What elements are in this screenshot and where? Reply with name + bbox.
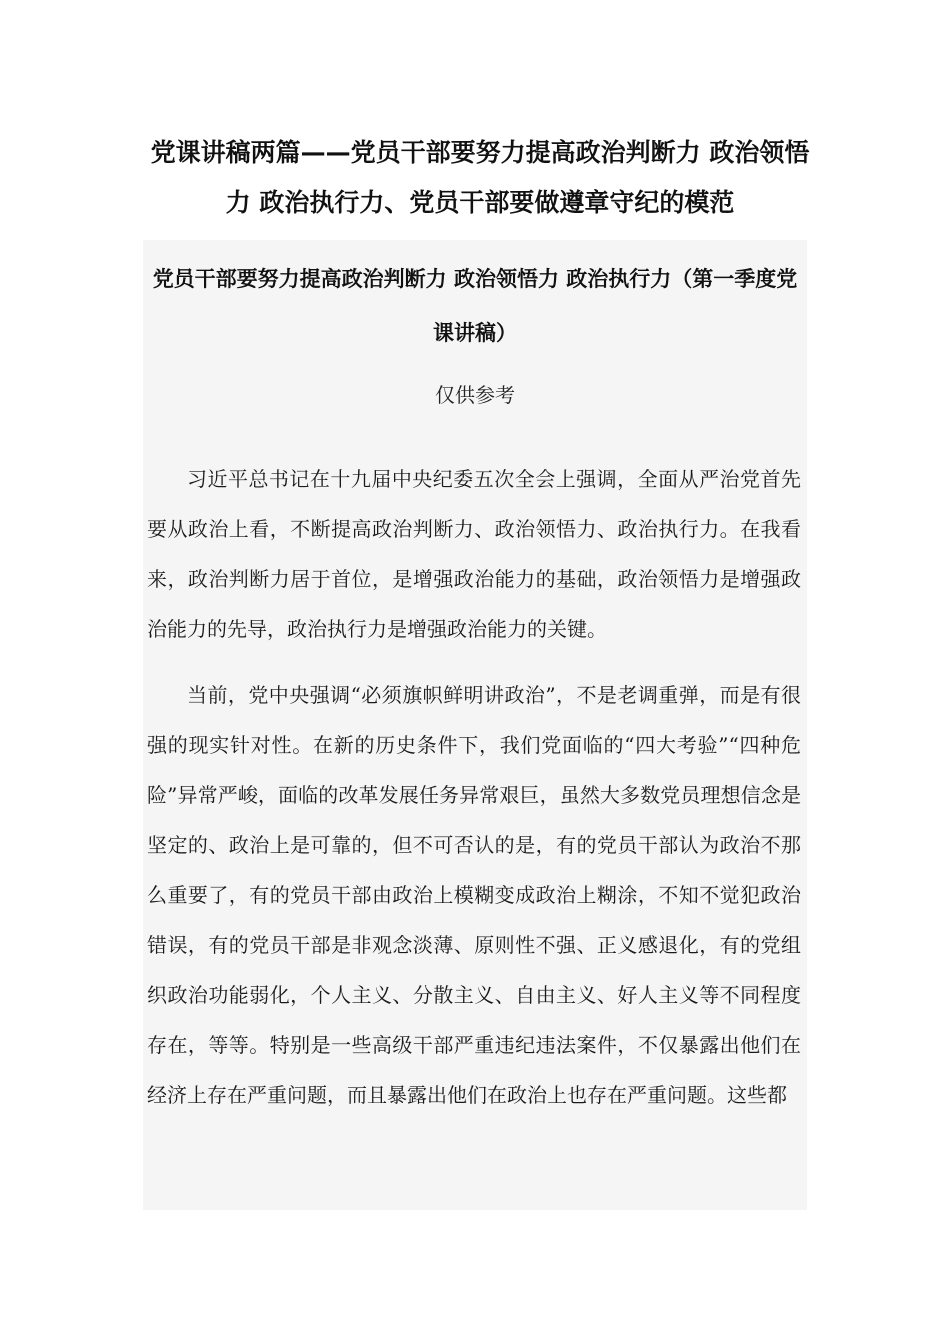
paragraph: 当前，党中央强调“必须旗帜鲜明讲政治”，不是老调重弹，而是有很强的现实针对性。在新的历史条件下，我们党面临的“四大考验”“四种危险”异常严峻，面临的改革发展任务异常艰巨，虽然大多数党员理想信念是坚定的、政治上是可靠的，但不可否认的是，有的党员干部认为政治不那么重要了，有的党员干部由政治上模糊变成政治上糊涂，不知不觉犯政治错误，有的党员干部是非观念淡薄、原则性不强、正义感退化，有的党组织政治功能弱化，个人主义、分散主义、自由主义、好人主义等不同程度存在，等等。特别是一些高级干部严重违纪违法案件，不仅暴露出他们在经济上存在严重问题，而且暴露出他们在政治上也存在严重问题。这些都 — [147, 683, 801, 1107]
reference-note: 仅供参考 — [435, 383, 515, 407]
document-title: 党课讲稿两篇——党员干部要努力提高政治判断力 政治领悟力 政治执行力、党员干部要做遵章守纪的模范 — [150, 138, 810, 217]
paragraph: 习近平总书记在十九届中央纪委五次全会上强调，全面从严治党首先要从政治上看，不断提高政治判断力、政治领悟力、政治执行力。在我看来，政治判断力居于首位，是增强政治能力的基础，政治领悟力是增强政治能力的先导，政治执行力是增强政治能力的关键。 — [147, 467, 801, 641]
document-body — [143, 240, 807, 1210]
section-title: 党员干部要努力提高政治判断力 政治领悟力 政治执行力（第一季度党课讲稿） — [152, 267, 798, 345]
